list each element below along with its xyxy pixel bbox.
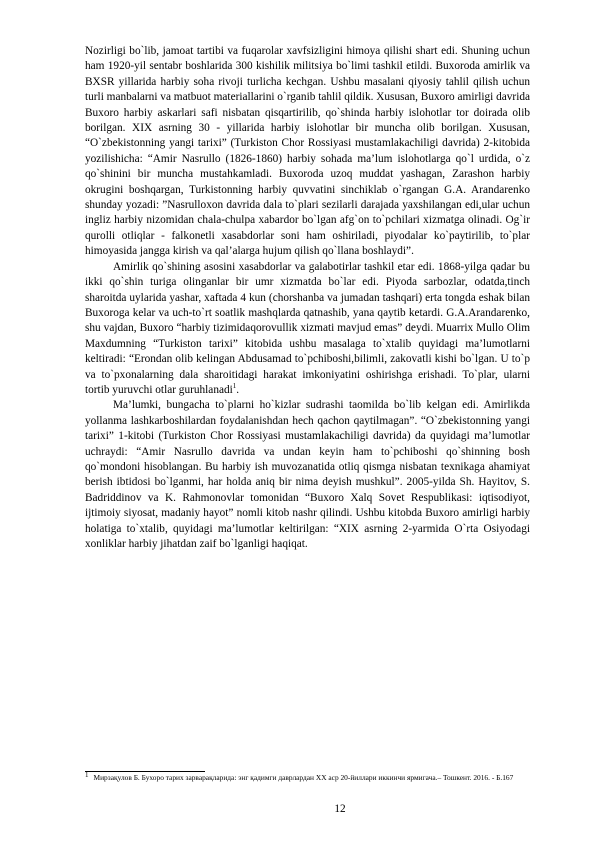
footnote-mark: 1 [85,770,89,779]
footnote-separator [85,771,205,772]
footnote-reference[interactable]: 1 [232,382,237,391]
paragraph-3 [85,398,530,552]
paragraph-2: Amirlik qo`shining asosini xasabdorlar va galabotirlar tashkil etar edi. 1868-yilga qadar bu ikki qo`shin turiga olinganlar bir umr xizmatda bo`lar edi. Piyoda sarbozlar, odatda,tinch sharoitda uylarida yashar, xaftada 4 kun (chorshanba va jumadan tashqari) erta tongda eshak bilan Buxoroga kelar va uch-to`rt soatlik mashqlarda qatnashib, yana qaytib ketardi. G.A.Arandarenko, shu vajdan, Buxoro “harbiy tizimidaqorovullik xizmati mavjud emas” deydi. Muarrix Mullo Olim Maxdumning “Turkiston tarixi” kitobida ushbu masalaga to`xtalib quyidagi ma’lumotlarni keltiradi: “Erondan olib kelingan Abdusamad to`pchiboshi,bilimli, zakovatli kishi bo`lgan. U to`p va to`pxonalarning dala sharoitidagi harakat imkoniyatini oshirishga erishadi. To`plar, ularni tortib yuruvchi otlar guruhlanadi$^1$. [85,260,530,396]
paragraph-3-text: Ma’lumki, bungacha to`plarni ho`kizlar sudrashi taomilda bo`lib kelgan edi. Amirlikda yollanma lashkarboshilardan foydalanishdan hech qachon qaytilmagan”. “O`zbekistonning yangi tarixi” 1-kitobi (Turkiston Chor Rossiyasi mustamlakachiligi davrida) da quyidagi ma’lumotlar uchraydi: “Amir Nasrullo davrida va undan keyin ham to`pchiboshi qo`shinning bosh qo`mondoni hisoblangan. Bu harbiy ish muvozanatida otliq qismga nisbatan texnikaga ahamiyat berish ibtidosi bo`lganmi, har holda aniq bir nima deyish mushkul”. 2005-yilda Sh. Hayitov, S. Badriddinov va K. Rahmonovlar tomonidan “Buxoro Xalq Sovet Respublikasi: iqtisodiyot, ijtimoiy siyosat, madaniy hayot” nomli kitob nashr qilindi. Ushbu kitobda Buxoro amirligi harbiy holatiga to`xtalib, quyidagi ma’lumotlar keltirilgan: “XIX asrning 2-yarmida O`rta Osiyodagi xonliklar harbiy jihatdan zaif bo`lganligi haqiqat. [85,399,530,550]
footnote-text: Мирзақулов Б. Бухоро тарих зарварақларида: энг қадимги даврлардан XX аср 20-йиллари иккинчи ярмигача.– Тошкент. 2016. - Б.167 [93,773,514,782]
page-body [85,44,530,552]
paragraph-2-text: Amirlik qo`shining asosini xasabdorlar va galabotirlar tashkil etar edi. 1868-yilga qadar bu ikki qo`shin turiga olinganlar bir umr xizmatda bo`lar edi. Piyoda sarbozlar, odatda,tinch sharoitda uylarida yashar, xaftada 4 kun (chorshanba va jumadan tashqari) erta tongda eshak bilan Buxoroga kelar va uch-to`rt soatlik mashqlarda qatnashib, yana qaytib ketardi. G.A.Arandarenko, shu vajdan, Buxoro “harbiy tizimidaqorovullik xizmati mavjud emas” deydi. Muarrix Mullo Olim Maxdumning “Turkiston tarixi” kitobida ushbu masalaga to`xtalib quyidagi ma’lumotlarni keltiradi: “Erondan olib kelingan Abdusamad to`pchiboshi,bilimli, zakovatli kishi bo`lgan. U to`p va to`pxonalarning dala sharoitidagi harakat imkoniyatini oshirishga erishadi. To`plar, ularni tortib yuruvchi otlar guruhlanadi [85,260,530,396]
footnote [85,770,530,783]
paragraph-1-text: Nozirligi bo`lib, jamoat tartibi va fuqarolar xavfsizligini himoya qilishi shart edi. Shuning uchun ham 1920-yil sentabr boshlarida 300 kishilik militsiya bo`limi tashkil etildi. Buxoroda amirlik va BXSR yillarida harbiy soha rivoji turlicha kechgan. Ushbu masalani qiyosiy tahlil qilish uchun turli manbalarni va matbuot materiallarini o`rganib tahlil qildik. Xususan, Buxoro amirligi davrida Buxoro harbiy askarlari safi nisbatan qisqartirilib, qo`shinda harbiy islohotlar tor doirada olib borilgan. XIX asrning 30 - yillarida harbiy islohotlar bir muncha olib borilgan. Xususan, “O`zbekistonning yangi tarixi” (Turkiston Chor Rossiyasi mustamlakachiligi davrida) 2-kitobida yozilishicha: “Amir Nasrullo (1826-1860) harbiy sohada ma’lum islohotlarga qo`l urdida, o`z qo`shinini bir muncha mustahkamladi. Buxoroda uzoq muddat yashagan, Zarashon harbiy okrugini boshqargan, Turkistonning harbiy quvvatini sinchiklab o`rgangan G.A. Arandarenko shunday yozadi: ”Nasrulloxon davrida dala to`plari sezilarli darajada yaxshilangan edi,ular uchun ingliz harbiy nizomidan chala-chulpa xabardor bo`lgan afg`on to`pchilari xizmatga olinadi. Og`ir qurolli otliqlar - falkonetli xasabdorlar soni ham oshiriladi, piyodalar ko`paytirilib, to`plar himoyasida jangga kirish va qal’alarga hujum qilish qo`llana boshlaydi”. [85,45,530,258]
page-number: 12 [334,803,346,815]
paragraph-1 [85,44,530,260]
